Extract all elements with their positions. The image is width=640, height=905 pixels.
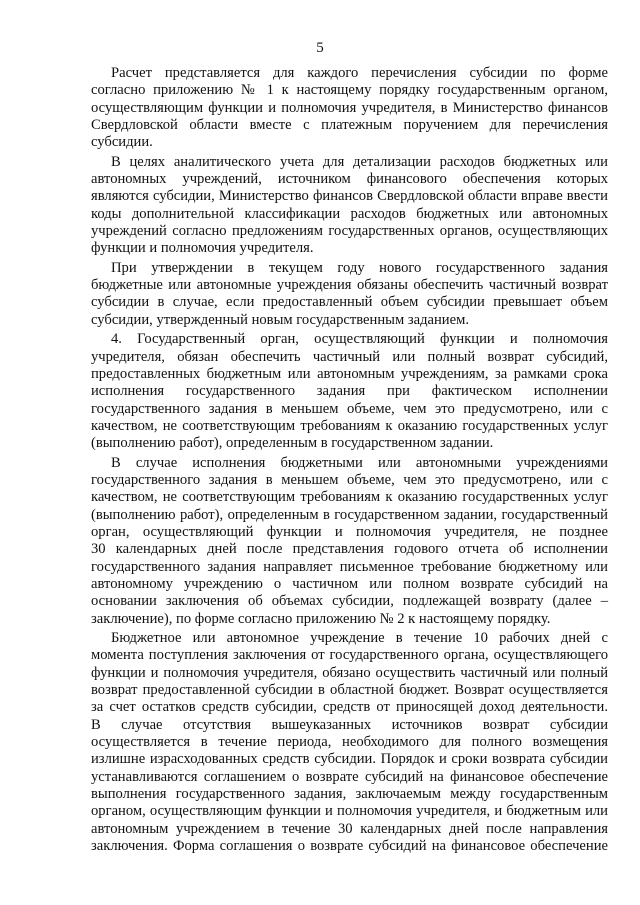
- text-line: 30 календарных дней после представления годового отчета об исполнении: [91, 541, 608, 558]
- text-line: Расчет представляется для каждого перечисления субсидии по форме: [111, 65, 608, 81]
- text-line: автономным учреждением в течение 30 календарных дней после направления: [91, 820, 608, 837]
- text-line: заключения. Форма соглашения о возврате субсидий на финансовое обеспечение: [91, 838, 608, 855]
- text-line: В случае отсутствия вышеуказанных источников возврат субсидии: [91, 716, 608, 733]
- text-line: выполнения государственного задания, заключаемым между государственным: [91, 786, 608, 803]
- text-line: автономных учреждений, источником финансового обеспечения которых: [91, 171, 608, 188]
- text-line: функции и полномочия учредителя, обязано осуществить частичный или полный: [91, 664, 608, 681]
- text-line: бюджетные или автономные учреждения обязаны обеспечить частичный возврат: [91, 277, 608, 294]
- text-line: субсидии.: [91, 134, 153, 151]
- text-line: (выполнению работ), определенным в государственном задании, государственный: [91, 506, 608, 523]
- text-line: осуществляющим функции и полномочия учредителя, в Министерство финансов: [91, 99, 608, 116]
- text-line: государственного задания в меньшем объеме, чем это предусмотрено, или с: [91, 400, 608, 417]
- text-line: функции и полномочия учредителя.: [91, 240, 314, 257]
- text-line: учреждений согласно предложениям государственных органов, осуществляющих: [91, 223, 608, 240]
- text-line: Бюджетное или автономное учреждение в течение 10 рабочих дней с: [111, 630, 608, 646]
- text-line: исполнения государственного задания при фактическом исполнении: [91, 383, 608, 400]
- text-line: учредителя, обязан обеспечить частичный или полный возврат субсидий,: [91, 348, 608, 365]
- paragraph: [91, 154, 608, 258]
- page-number: 5: [316, 40, 324, 56]
- paragraph: [91, 260, 608, 329]
- text-line: излишне израсходованных средств субсидии. Порядок и сроки возврата субсидии: [91, 751, 608, 768]
- text-line: за счет остатков средств субсидии, средств от приносящей доход деятельности.: [91, 699, 608, 716]
- text-line: (выполнению работ), определенным в государственном задании.: [91, 435, 494, 452]
- text-line: качеством, не соответствующим требованиям к оказанию государственных услуг: [91, 417, 608, 434]
- text-line: государственного задания в меньшем объеме, чем это предусмотрено, или с: [91, 471, 608, 488]
- text-line: Свердловской области вместе с платежным поручением для перечисления: [91, 117, 608, 134]
- paragraph: [91, 65, 608, 152]
- text-line: В целях аналитического учета для детализации расходов бюджетных или: [111, 153, 608, 170]
- text-line: момента поступления заключения от государственного органа, осуществляющего: [91, 647, 608, 664]
- text-line: устанавливаются соглашением о возврате субсидий на финансовое обеспечение: [91, 768, 608, 785]
- text-line: государственного задания направляет письменное требование бюджетному или: [91, 558, 608, 575]
- text-line: основании заключения об объемах субсидии, подлежащей возврату (далее –: [91, 593, 608, 610]
- text-line: коды дополнительной классификации расходов бюджетных или автономных: [91, 205, 608, 222]
- text-line: заключение), по форме согласно приложению № 2 к настоящему порядку.: [91, 610, 551, 627]
- text-line: являются субсидии, Министерство финансов Свердловской области вправе ввести: [91, 188, 608, 205]
- text-line: орган, осуществляющий функции и полномочия учредителя, не позднее: [91, 523, 608, 540]
- text-line: субсидии, утвержденный новым государственным заданием.: [91, 311, 469, 328]
- text-line: осуществляется в течение периода, необходимого для полного возмещения: [91, 734, 608, 751]
- paragraph: [91, 331, 608, 452]
- text-line: В случае исполнения бюджетными или автономными учреждениями: [111, 454, 608, 471]
- text-line: 4. Государственный орган, осуществляющий функции и полномочия: [111, 331, 608, 348]
- text-line: возврат предоставленной субсидии в областной бюджет. Возврат осуществляется: [91, 682, 608, 699]
- text-line: согласно приложению № 1 к настоящему порядку государственным органом,: [91, 82, 608, 99]
- text-line: предоставленных бюджетным или автономным учреждениям, за рамками срока: [91, 365, 608, 382]
- text-line: качеством, не соответствующим требованиям к оказанию государственных услуг: [91, 489, 608, 506]
- paragraph: [91, 630, 608, 855]
- text-line: субсидии в случае, если предоставленный объем субсидии превышает объем: [91, 294, 608, 311]
- document-body: [91, 65, 608, 857]
- text-line: органом, осуществляющим функции и полномочия учредителя, и бюджетным или: [91, 803, 608, 820]
- text-line: автономному учреждению о частичном или полном возврате субсидий на: [91, 575, 608, 592]
- text-line: При утверждении в текущем году нового государственного задания: [111, 259, 608, 276]
- paragraph: [91, 455, 608, 628]
